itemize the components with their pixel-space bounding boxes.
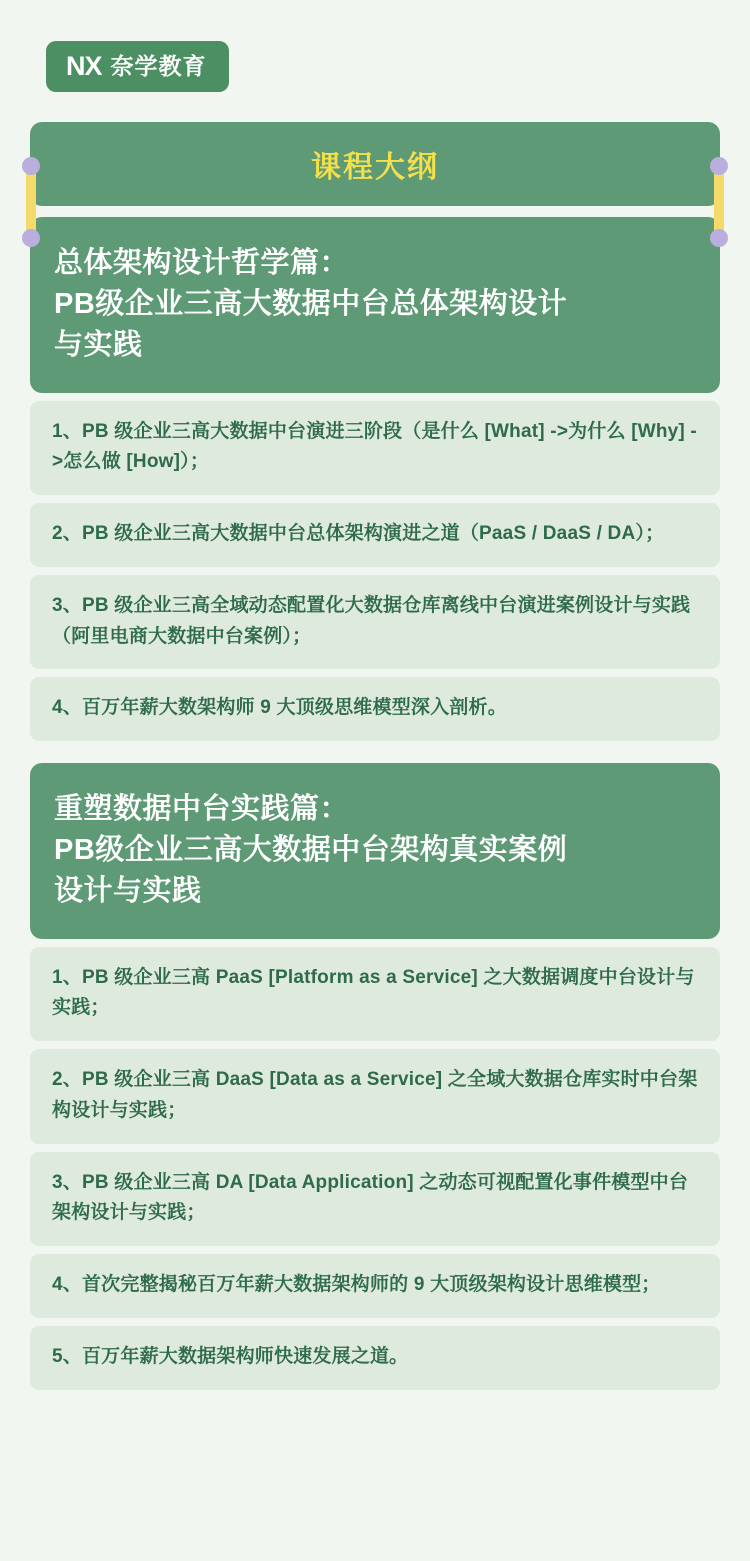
list-item-text: 2、PB 级企业三高 DaaS [Data as a Service] 之全域大数据仓库实时中台架构设计与实践； (52, 1069, 698, 1121)
section-header-2 (30, 763, 720, 939)
section-title-line: 重塑数据中台实践篇： (54, 793, 350, 826)
outline-banner (30, 122, 720, 206)
list-item (30, 947, 720, 1042)
section-title-line: 设计与实践 (54, 875, 202, 908)
connector-knob-top-left (22, 157, 40, 175)
list-item-text: 4、首次完整揭秘百万年薪大数据架构师的 9 大顶级架构设计思维模型； (52, 1274, 661, 1296)
section-title-line: 总体架构设计哲学篇： (54, 247, 350, 279)
list-item (30, 1326, 720, 1390)
list-item-text: 1、PB 级企业三高大数据中台演进三阶段（是什么 [What] ->为什么 [Why] ->怎么做 [How]）； (52, 420, 697, 473)
connector-pin-right (714, 166, 724, 238)
list-item-text: 2、PB 级企业三高大数据中台总体架构演进之道（PaaS / DaaS / DA）； (52, 523, 665, 545)
list-item (30, 1049, 720, 1144)
page-title: 课程大纲 (311, 151, 439, 184)
section-title-line: PB级企业三高大数据中台架构真实案例 (54, 834, 568, 867)
list-item-text: 3、PB 级企业三高全域动态配置化大数据仓库离线中台演进案例设计与实践（阿里电商大数据中台案例）； (52, 594, 691, 647)
brand-name: 奈学教育 (110, 53, 207, 79)
list-item-text: 3、PB 级企业三高 DA [Data Application] 之动态可视配置化事件模型中台架构设计与实践； (52, 1171, 689, 1224)
list-item-text: 1、PB 级企业三高 PaaS [Platform as a Service] 之大数据调度中台设计与实践； (52, 966, 695, 1019)
list-item (30, 677, 720, 741)
list-item (30, 503, 720, 567)
list-item-text: 4、百万年薪大数架构师 9 大顶级思维模型深入剖析。 (52, 697, 507, 719)
list-item (30, 575, 720, 670)
list-item (30, 401, 720, 496)
section-header-1 (30, 217, 720, 393)
list-item-text: 5、百万年薪大数据架构师快速发展之道。 (52, 1345, 409, 1367)
connector-knob-bottom-left (22, 229, 40, 247)
list-item (30, 1152, 720, 1247)
connector-knob-bottom-right (710, 229, 728, 247)
connector-knob-top-right (710, 157, 728, 175)
brand-logo (46, 41, 229, 92)
brand-mark-icon: NX (66, 51, 102, 81)
connector-pin-left (26, 166, 36, 238)
section-title-line: 与实践 (54, 329, 143, 362)
list-item (30, 1254, 720, 1318)
section-title-line: PB级企业三高大数据中台总体架构设计 (54, 288, 568, 321)
